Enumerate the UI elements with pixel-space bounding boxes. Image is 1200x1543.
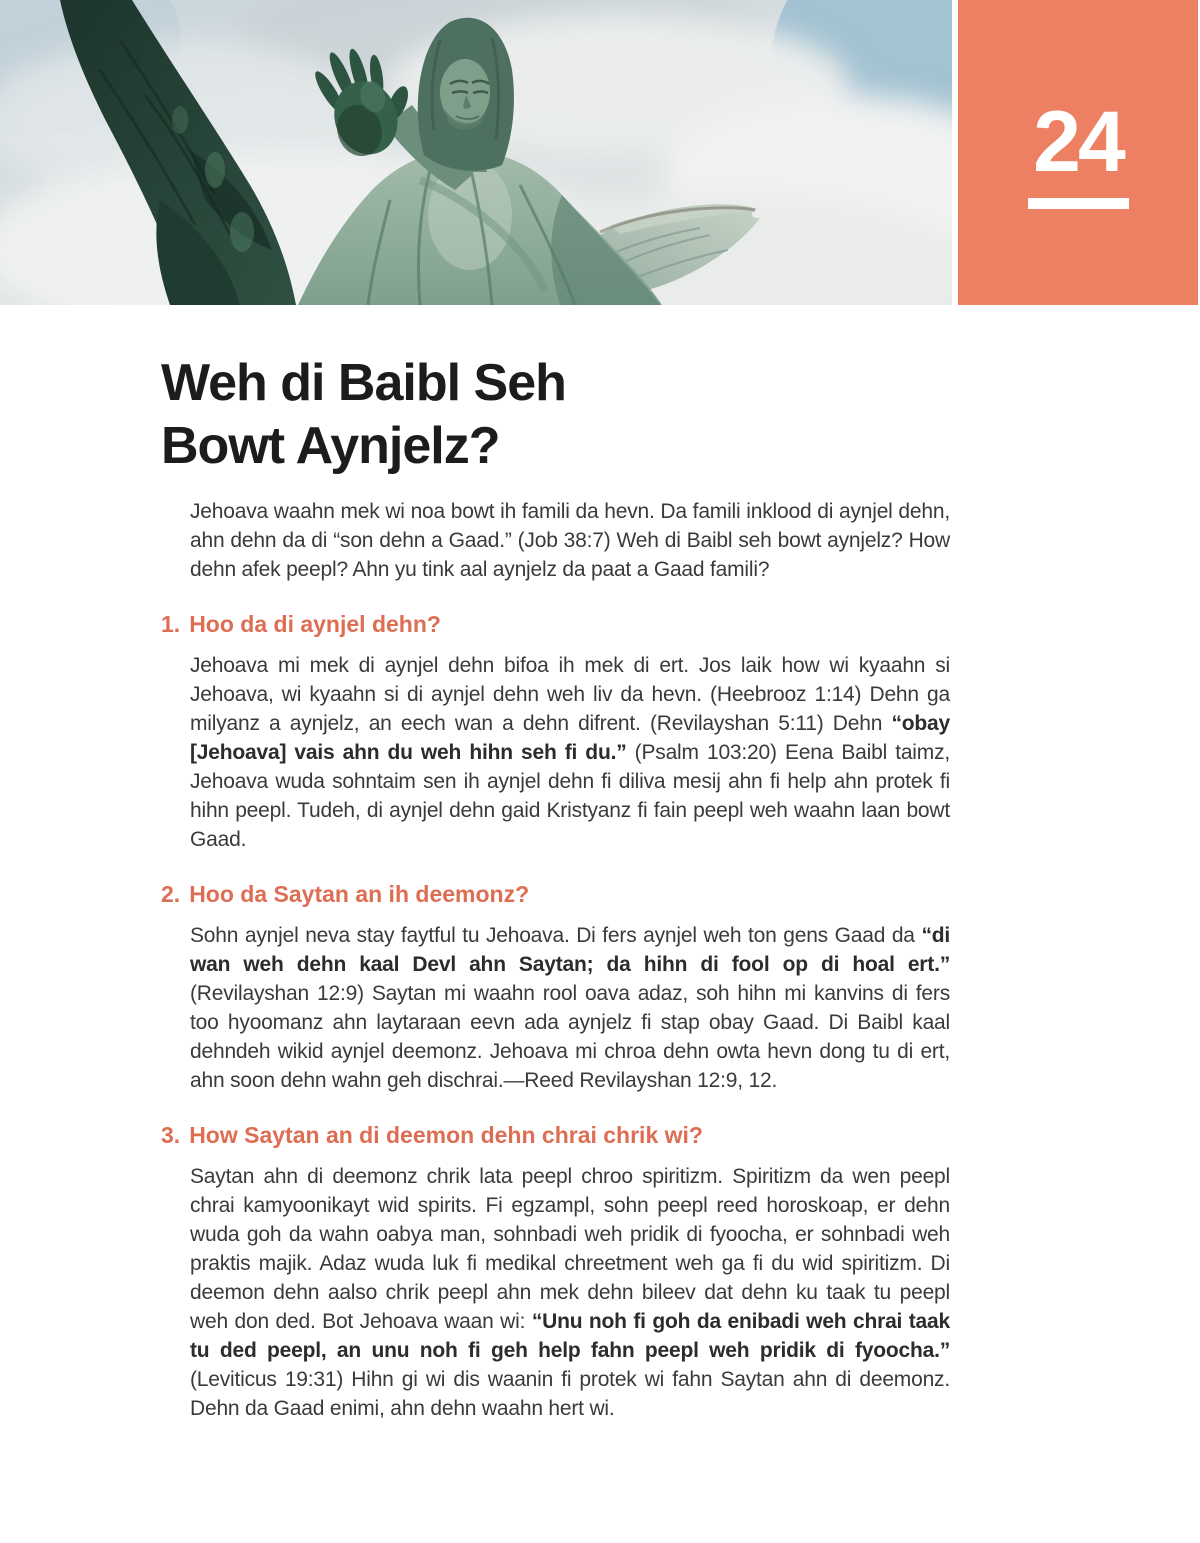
section-3-text-after: (Leviticus 19:31) Hihn gi wi dis waanin fi protek wi fahn Saytan ahn di deemonz. Dehn da Gaad enimi, ahn dehn waahn hert wi.: [190, 1368, 950, 1420]
angel-statue-illustration: [0, 0, 952, 305]
section-2: [0, 880, 1200, 1095]
section-2-number: 2.: [161, 881, 181, 907]
hero-photo: [0, 0, 952, 305]
section-1-scripture-quote: “obay [Jehoava] vais ahn du weh hihn seh fi du.”: [190, 712, 950, 764]
section-1-text: Jehoava mi mek di aynjel dehn bifoa ih mek di ert. Jos laik how wi kyaahn si Jehoava, wi kyaahn si di aynjel dehn weh liv da hevn. (Heebrooz 1:14) Dehn ga milyanz a aynjelz, an eech wan a dehn difrent. (Revilayshan 5:11) Dehn: [190, 654, 950, 735]
section-1-text-after: (Psalm 103:20) Eena Baibl taimz, Jehoava wuda sohntaim sen ih aynjel dehn fi diliva mesij ahn fi help ahn protek fi hihn peepl. Tudeh, di aynjel dehn gaid Kristyanz fi fain peepl weh waahn laan bowt Gaad.: [190, 741, 950, 851]
intro-paragraph: Jehoava waahn mek wi noa bowt ih famili da hevn. Da famili inklood di aynjel dehn, ahn dehn da di “son dehn a Gaad.” (Job 38:7) Weh di Baibl seh bowt aynjelz? How dehn afek peepl? Ahn yu tink aal aynjelz da paat a Gaad famili?: [190, 500, 950, 581]
section-3-text: Saytan ahn di deemonz chrik lata peepl chroo spiritizm. Spiritizm da wen peepl chrai kamyoonikayt wid spirits. Fi egzampl, sohn peepl reed horoskoap, er dehn wuda goh da wahn oabya man, sohnbadi weh pridik di fyoocha, er sohnbadi weh praktis majik. Adaz wuda luk fi medikal chreetment weh ga fi du wid spiritizm. Di deemon dehn aalso chrik peepl ahn mek dehn bileev dat dehn ku taak tu peepl weh don ded. Bot Jehoava waan wi:: [190, 1165, 950, 1333]
section-1-paragraph: [190, 651, 950, 854]
section-3-paragraph: [190, 1162, 950, 1423]
section-2-title: Hoo da Saytan an ih deemonz?: [189, 881, 530, 907]
section-2-text-after: (Revilayshan 12:9) Saytan mi waahn rool oava adaz, soh hihn mi kanvins di fers too hyoomanz ahn laytaraan eevn ada aynjelz fi stap obay Gaad. Di Baibl kaal dehndeh wikid aynjel deemonz. Jehoava mi chroa dehn owta hevn dong tu di ert, ahn soon dehn wahn geh dischrai.—Reed Revilayshan 12:9, 12.: [190, 982, 950, 1092]
section-3-title: How Saytan an di deemon dehn chrai chrik wi?: [189, 1122, 703, 1148]
section-2-paragraph: [190, 921, 950, 1095]
chapter-badge: [958, 0, 1198, 305]
page-title: [161, 352, 1200, 478]
section-1-title: Hoo da di aynjel dehn?: [189, 611, 441, 637]
article: [0, 305, 1200, 1423]
section-2-text: Sohn aynjel neva stay faytful tu Jehoava. Di fers aynjel weh ton gens Gaad da: [190, 924, 922, 947]
section-3-heading: [161, 1121, 1200, 1150]
page-title-line-1: Weh di Baibl Seh: [161, 354, 566, 412]
page-title-line-2: Bowt Aynjelz?: [161, 417, 500, 475]
section-1-number: 1.: [161, 611, 181, 637]
section-3: [0, 1121, 1200, 1423]
section-2-heading: [161, 880, 1200, 909]
chapter-underline: [1028, 198, 1129, 209]
chapter-number: 24: [1033, 93, 1123, 190]
section-3-scripture-quote: “Unu noh fi goh da enibadi weh chrai taak tu ded peepl, an unu noh fi geh help fahn peepl weh pridik di fyoocha.”: [190, 1310, 950, 1362]
section-3-number: 3.: [161, 1122, 181, 1148]
section-1-heading: [161, 610, 1200, 639]
section-1: [0, 610, 1200, 854]
section-2-scripture-quote: “di wan weh dehn kaal Devl ahn Saytan; da hihn di fool op di hoal ert.”: [190, 924, 950, 976]
